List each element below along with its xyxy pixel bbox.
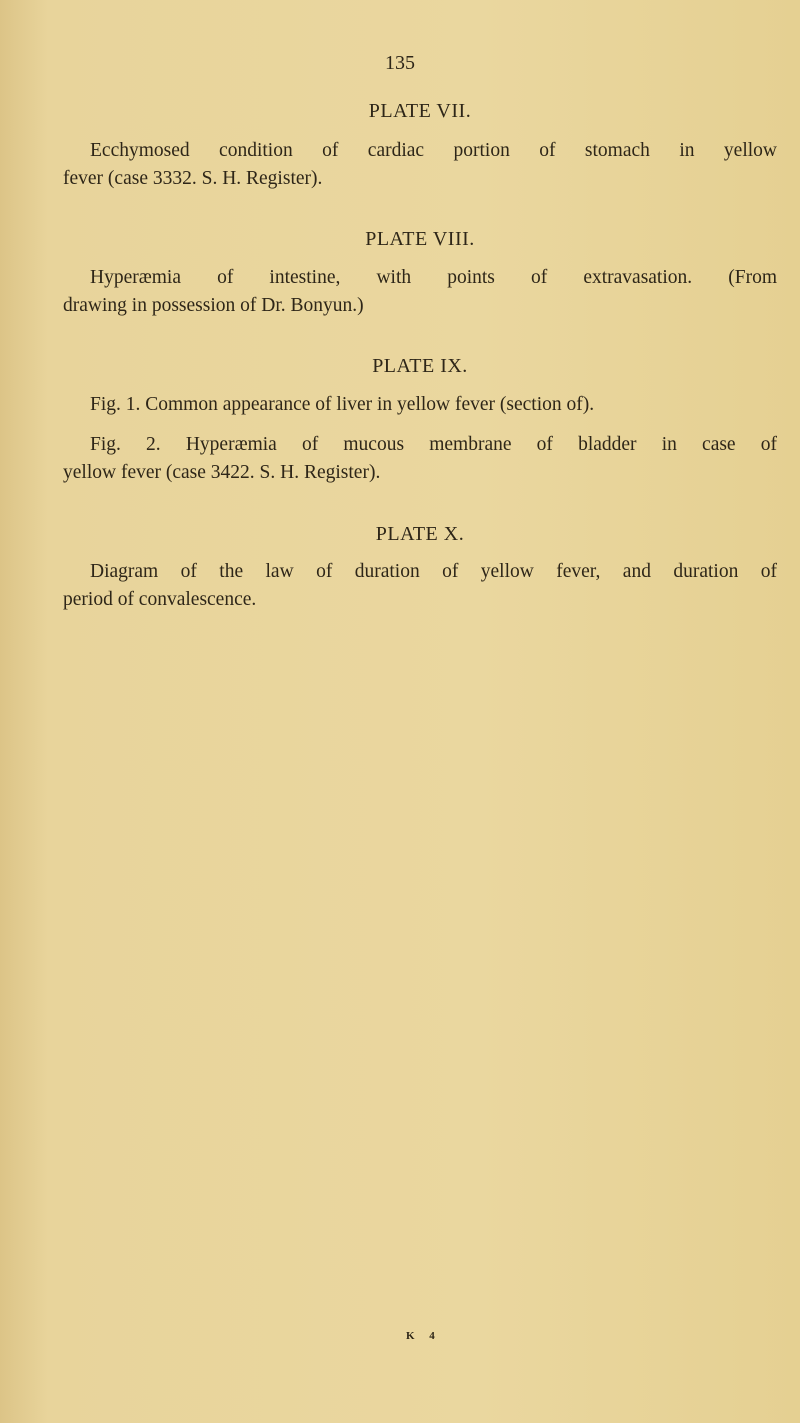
plate-ix-fig1: Fig. 1. Common appearance of liver in yellow fever (section of). xyxy=(90,394,595,415)
plate-vii-heading: PLATE VII. xyxy=(368,100,472,122)
plate-vii-line-2: fever (case 3332. S. H. Register). xyxy=(63,168,323,189)
plate-viii-heading: PLATE VIII. xyxy=(365,228,475,250)
signature-mark: K 4 xyxy=(406,1330,441,1342)
plate-x-line-1: Diagram of the law of duration of yellow fever, and duration of xyxy=(90,561,777,582)
plate-ix-heading: PLATE IX. xyxy=(372,355,468,377)
plate-x-heading: PLATE X. xyxy=(375,523,465,545)
page-number: 135 xyxy=(385,52,415,74)
plate-x-line-2: period of convalescence. xyxy=(63,589,257,610)
plate-vii-line-1: Ecchymosed condition of cardiac portion of stomach in yellow xyxy=(90,140,777,161)
plate-viii-line-2: drawing in possession of Dr. Bonyun.) xyxy=(63,295,364,316)
plate-ix-fig2-line-1: Fig. 2. Hyperæmia of mucous membrane of bladder in case of xyxy=(90,434,777,455)
plate-viii-line-1: Hyperæmia of intestine, with points of extravasation. (From xyxy=(90,267,777,288)
plate-ix-fig2-line-2: yellow fever (case 3422. S. H. Register). xyxy=(63,462,381,483)
